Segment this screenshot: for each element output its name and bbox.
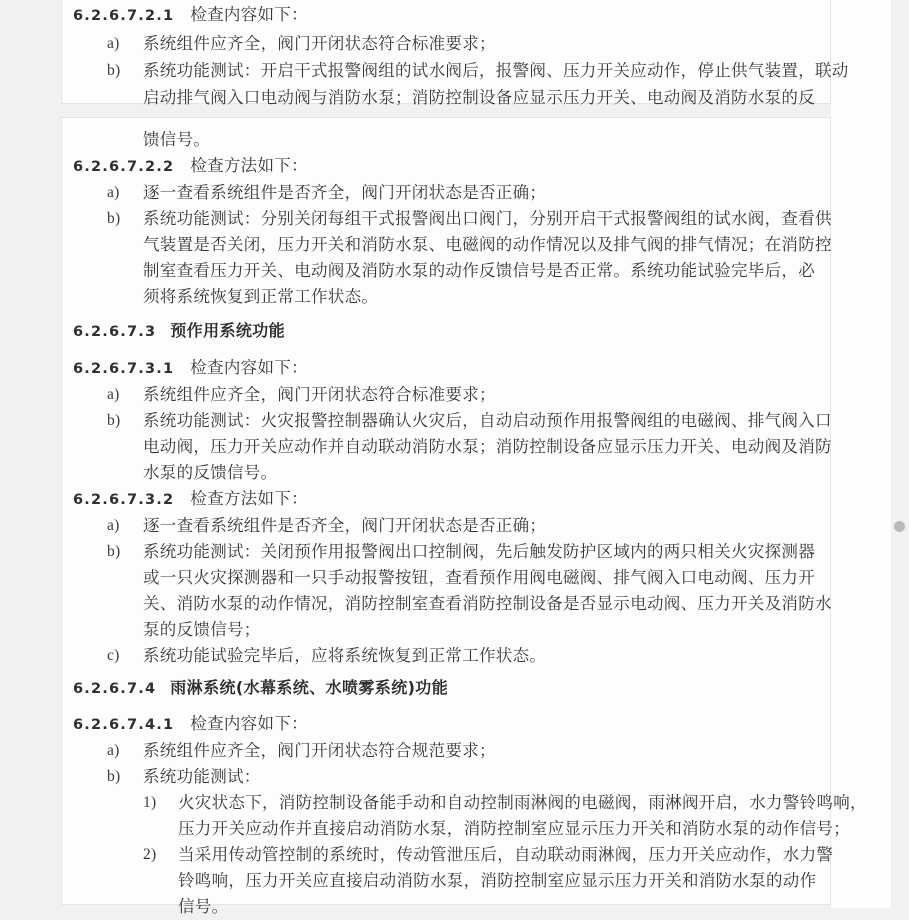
list-text: 信号。 [178, 897, 229, 916]
heading-title: 雨淋系统(水幕系统、水喷雾系统)功能 [170, 678, 449, 697]
list-text: 系统组件应齐全，阀门开闭状态符合规范要求； [143, 741, 496, 760]
continuation-line [62, 816, 850, 842]
continuation-line [62, 232, 830, 258]
list-text: 系统组件应齐全，阀门开闭状态符合标准要求； [143, 34, 496, 53]
list-item-b [62, 539, 830, 565]
list-text: 须将系统恢复到正常工作状态。 [143, 287, 379, 306]
scanned-text-block-2 [61, 117, 867, 916]
continuation-line [62, 434, 830, 460]
list-marker: a) [107, 35, 120, 52]
list-text: 系统功能测试：关闭预作用报警阀出口控制阀，先后触发防护区域内的两只相关火灾探测器 [143, 542, 815, 561]
page-right-margin [831, 0, 891, 908]
list-item-b [62, 408, 830, 434]
list-text: 系统功能试验完毕后，应将系统恢复到正常工作状态。 [143, 646, 547, 665]
list-text: 系统功能测试：开启干式报警阀组的试水阀后，报警阀、压力开关应动作，停止供气装置，联动 [143, 61, 849, 80]
scanned-text-block-1 [61, 0, 849, 107]
list-text: 铃鸣响，压力开关应直接启动消防水泵，消防控制室应显示压力开关和消防水泵的动作 [178, 871, 817, 890]
clause-line [62, 355, 830, 382]
continuation-line [62, 617, 830, 643]
continuation-line [62, 460, 830, 486]
sub-marker: 2) [143, 846, 157, 863]
clause-line [62, 486, 830, 513]
list-marker: a) [107, 742, 120, 759]
continuation-line [62, 894, 830, 920]
sub-item-2 [62, 842, 834, 868]
continuation-line [62, 591, 830, 617]
list-item-a [62, 738, 830, 764]
list-item-a [62, 180, 830, 206]
list-item-c [62, 643, 830, 669]
clause-number: 6.2.6.7.3.2 [73, 492, 175, 508]
heading-title: 预作用系统功能 [170, 321, 286, 340]
list-text: 电动阀，压力开关应动作并自动联动消防水泵；消防控制设备应显示压力开关、电动阀及消防 [143, 437, 832, 456]
continuation-line [62, 127, 830, 153]
list-text: 系统组件应齐全，阀门开闭状态符合标准要求； [143, 385, 496, 404]
clause-number: 6.2.6.7.2.1 [73, 8, 175, 24]
list-item-b [62, 764, 830, 790]
list-text: 气装置是否关闭，压力开关和消防水泵、电磁阀的动作情况以及排气阀的排气情况；在消防控 [143, 235, 832, 254]
list-item-a [62, 30, 830, 57]
list-text: 启动排气阀入口电动阀与消防水泵；消防控制设备应显示压力开关、电动阀及消防水泵的反 [143, 88, 815, 107]
list-item-b [62, 57, 849, 84]
list-text: 火灾状态下，消防控制设备能手动和自动控制雨淋阀的电磁阀，雨淋阀开启，水力警铃鸣响， [178, 793, 867, 812]
list-text: 关、消防水泵的动作情况，消防控制室查看消防控制设备是否显示电动阀、压力开关及消防水 [143, 594, 832, 613]
clause-number: 6.2.6.7.3.1 [73, 361, 175, 377]
clause-text: 检查方法如下： [190, 489, 308, 508]
clause-line [62, 1, 830, 30]
list-item-a [62, 513, 830, 539]
list-text: 馈信号。 [143, 130, 211, 149]
clause-line [62, 711, 830, 738]
section-heading [62, 675, 830, 702]
list-marker: b) [107, 768, 121, 785]
list-marker: b) [107, 412, 121, 429]
list-marker: c) [107, 647, 120, 664]
list-item-a [62, 382, 830, 408]
list-text: 系统功能测试：火灾报警控制器确认火灾后，自动启动预作用报警阀组的电磁阀、排气阀入口 [143, 411, 832, 430]
clause-number: 6.2.6.7.2.2 [73, 159, 175, 175]
continuation-line [62, 84, 830, 111]
list-text: 当采用传动管控制的系统时，传动管泄压后，自动联动雨淋阀，压力开关应动作，水力警 [178, 845, 834, 864]
section-heading [62, 318, 830, 345]
continuation-line [62, 258, 830, 284]
list-text: 水泵的反馈信号。 [143, 463, 278, 482]
heading-number: 6.2.6.7.4 [73, 681, 157, 697]
clause-number: 6.2.6.7.4.1 [73, 717, 175, 733]
heading-number: 6.2.6.7.3 [73, 324, 157, 340]
sub-item-1 [62, 790, 867, 816]
sub-marker: 1) [143, 794, 157, 811]
list-marker: b) [107, 210, 121, 227]
clause-text: 检查方法如下： [190, 156, 308, 175]
list-marker: b) [107, 62, 121, 79]
list-text: 压力开关应动作并直接启动消防水泵，消防控制室应显示压力开关和消防水泵的动作信号； [178, 819, 850, 838]
continuation-line [62, 565, 830, 591]
clause-text: 检查内容如下： [190, 714, 308, 733]
list-text: 逐一查看系统组件是否齐全，阀门开闭状态是否正确； [143, 516, 547, 535]
list-text: 系统功能测试： [143, 767, 261, 786]
list-item-b [62, 206, 830, 232]
clause-text: 检查内容如下： [190, 5, 308, 24]
list-text: 或一只火灾探测器和一只手动报警按钮，查看预作用阀电磁阀、排气阀入口电动阀、压力开 [143, 568, 815, 587]
continuation-line [62, 868, 830, 894]
list-text: 系统功能测试：分别关闭每组干式报警阀出口阀门，分别开启干式报警阀组的试水阀，查看供 [143, 209, 832, 228]
list-marker: b) [107, 543, 121, 560]
list-marker: a) [107, 517, 120, 534]
clause-text: 检查内容如下： [190, 358, 308, 377]
continuation-line [62, 284, 830, 310]
list-text: 逐一查看系统组件是否齐全，阀门开闭状态是否正确； [143, 183, 547, 202]
scrollbar-thumb[interactable] [894, 521, 905, 532]
list-marker: a) [107, 184, 120, 201]
clause-line [62, 153, 830, 180]
list-text: 泵的反馈信号； [143, 620, 261, 639]
list-text: 制室查看压力开关、电动阀及消防水泵的动作反馈信号是否正常。系统功能试验完毕后，必 [143, 261, 815, 280]
list-marker: a) [107, 386, 120, 403]
